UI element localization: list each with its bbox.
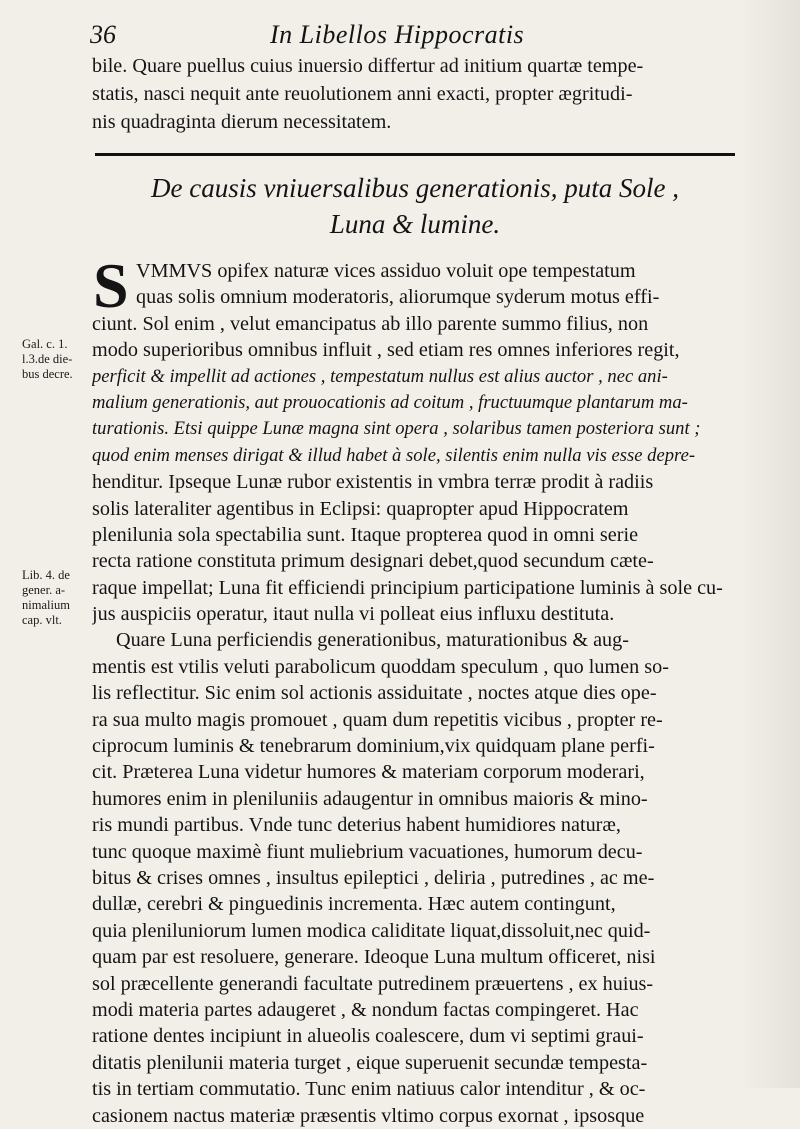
text-line: casionem nactus materiæ præsentis vltimo corpus exornat , ipsosque xyxy=(92,1104,645,1127)
margin-note-lib4 xyxy=(22,568,70,628)
text-line: tunc quoque maximè fiunt muliebrium vacuationes, humorum decu- xyxy=(92,840,643,863)
text-line: bitus & crises omnes , insultus epileptici , deliria , putredines , ac me- xyxy=(92,866,655,889)
margin-note-line: l.3.de die- xyxy=(22,352,73,366)
text-line: jus auspiciis operatur, itaut nulla vi polleat eius influxu destituta. xyxy=(92,603,615,626)
page-number: 36 xyxy=(90,20,116,49)
text-line: malium generationis, aut prouocationis ad coitum , fructuumque plantarum ma- xyxy=(92,391,688,413)
text-line: plenilunia sola spectabilia sunt. Itaque propterea quod in omni serie xyxy=(92,523,639,546)
text-line: turationis. Etsi quippe Lunæ magna sint opera , solaribus tamen posteriora sunt ; xyxy=(92,418,701,440)
drop-capital: S xyxy=(93,250,129,321)
section-title-line: Luna & lumine. xyxy=(329,209,501,239)
text-line: Quare Luna perficiendis generationibus, maturationibus & aug- xyxy=(116,629,629,652)
margin-note-line: gener. a- xyxy=(22,583,66,597)
text-line: modo superioribus omnibus influit , sed etiam res omnes inferiores regit, xyxy=(92,339,680,362)
text-line: raque impellat; Luna fit efficiendi principium participatione luminis à sole cu- xyxy=(92,576,723,599)
text-line: recta ratione constituta primum designari debet,quod secundum cæte- xyxy=(92,550,654,573)
text-line: ciunt. Sol enim , velut emancipatus ab illo parente summo filius, non xyxy=(92,312,649,335)
margin-note-line: nimalium xyxy=(22,598,70,612)
continued-paragraph xyxy=(92,52,732,136)
main-text xyxy=(92,250,738,1129)
text-line: ditatis plenilunii materia turget , eique superuenit secundæ tempesta- xyxy=(92,1051,648,1074)
text-line: nis quadraginta dierum necessitatem. xyxy=(92,111,392,133)
section-divider xyxy=(95,153,735,156)
text-line: dullæ, cerebri & pinguedinis incrementa. Hæc autem contingunt, xyxy=(92,893,616,916)
page-header xyxy=(90,20,730,54)
section-title-line: De causis vniuersalibus generationis, puta Sole , xyxy=(151,173,679,203)
text-line: quas solis omnium moderatoris, aliorumque syderum motus effi- xyxy=(136,286,660,309)
text-line: quod enim menses dirigat & illud habet à sole, silentis enim nulla vis esse depre- xyxy=(92,444,696,466)
margin-note-line: cap. vlt. xyxy=(22,613,62,627)
text-line: VMMVS opifex naturæ vices assiduo voluit ope tempestatum xyxy=(136,260,636,282)
text-line: solis lateraliter agentibus in Eclipsi: quapropter apud Hippocratem xyxy=(92,497,629,520)
page-shadow xyxy=(740,0,800,1088)
text-line: lis reflectitur. Sic enim sol actionis assiduitate , noctes atque dies ope- xyxy=(92,682,657,705)
margin-note-line: Lib. 4. de xyxy=(22,568,70,582)
text-line: humores enim in pleniluniis adaugentur in omnibus maioris & mino- xyxy=(92,787,648,810)
text-line: modi materia partes adaugeret , & nondum factas compingeret. Hac xyxy=(92,998,639,1021)
text-line: perficit & impellit ad actiones , tempestatum nullus est alius auctor , nec ani- xyxy=(92,365,668,387)
text-line: bile. Quare puellus cuius inuersio differtur ad initium quartæ tempe- xyxy=(92,55,644,77)
text-line: ra sua multo magis promouet , quam dum repetitis vicibus , propter re- xyxy=(92,708,663,731)
text-line: ratione dentes incipiunt in alueolis coalescere, dum vi septimi graui- xyxy=(92,1025,644,1048)
text-line: statis, nasci nequit ante reuolutionem anni exacti, propter ægritudi- xyxy=(92,83,633,105)
text-line: cit. Præterea Luna videtur humores & materiam corporum moderari, xyxy=(92,761,645,784)
text-line: ciprocum luminis & tenebrarum dominium,vix quidquam plane perfi- xyxy=(92,735,655,758)
text-line: henditur. Ipseque Lunæ rubor existentis in vmbra terræ prodit à radiis xyxy=(92,471,654,494)
margin-note-galen xyxy=(22,337,73,382)
text-line: tis in tertiam commutatio. Tunc enim natiuus calor intenditur , & oc- xyxy=(92,1078,646,1101)
margin-note-line: Gal. c. 1. xyxy=(22,337,68,351)
text-line: quia pleniluniorum lumen modica caliditate liquat,dissoluit,nec quid- xyxy=(92,919,651,942)
margin-note-line: bus decre. xyxy=(22,367,73,381)
text-line: sol præcellente generandi facultate putredinem præuertens , ex huius- xyxy=(92,972,654,995)
section-title xyxy=(95,170,735,242)
running-title: In Libellos Hippocratis xyxy=(270,20,525,49)
text-line: ris mundi partibus. Vnde tunc deterius habent humidiores naturæ, xyxy=(92,814,621,837)
text-line: quam par est resoluere, generare. Ideoque Luna multum officeret, nisi xyxy=(92,946,656,969)
text-line: mentis est vtilis veluti parabolicum quoddam speculum , quo lumen so- xyxy=(92,655,669,678)
